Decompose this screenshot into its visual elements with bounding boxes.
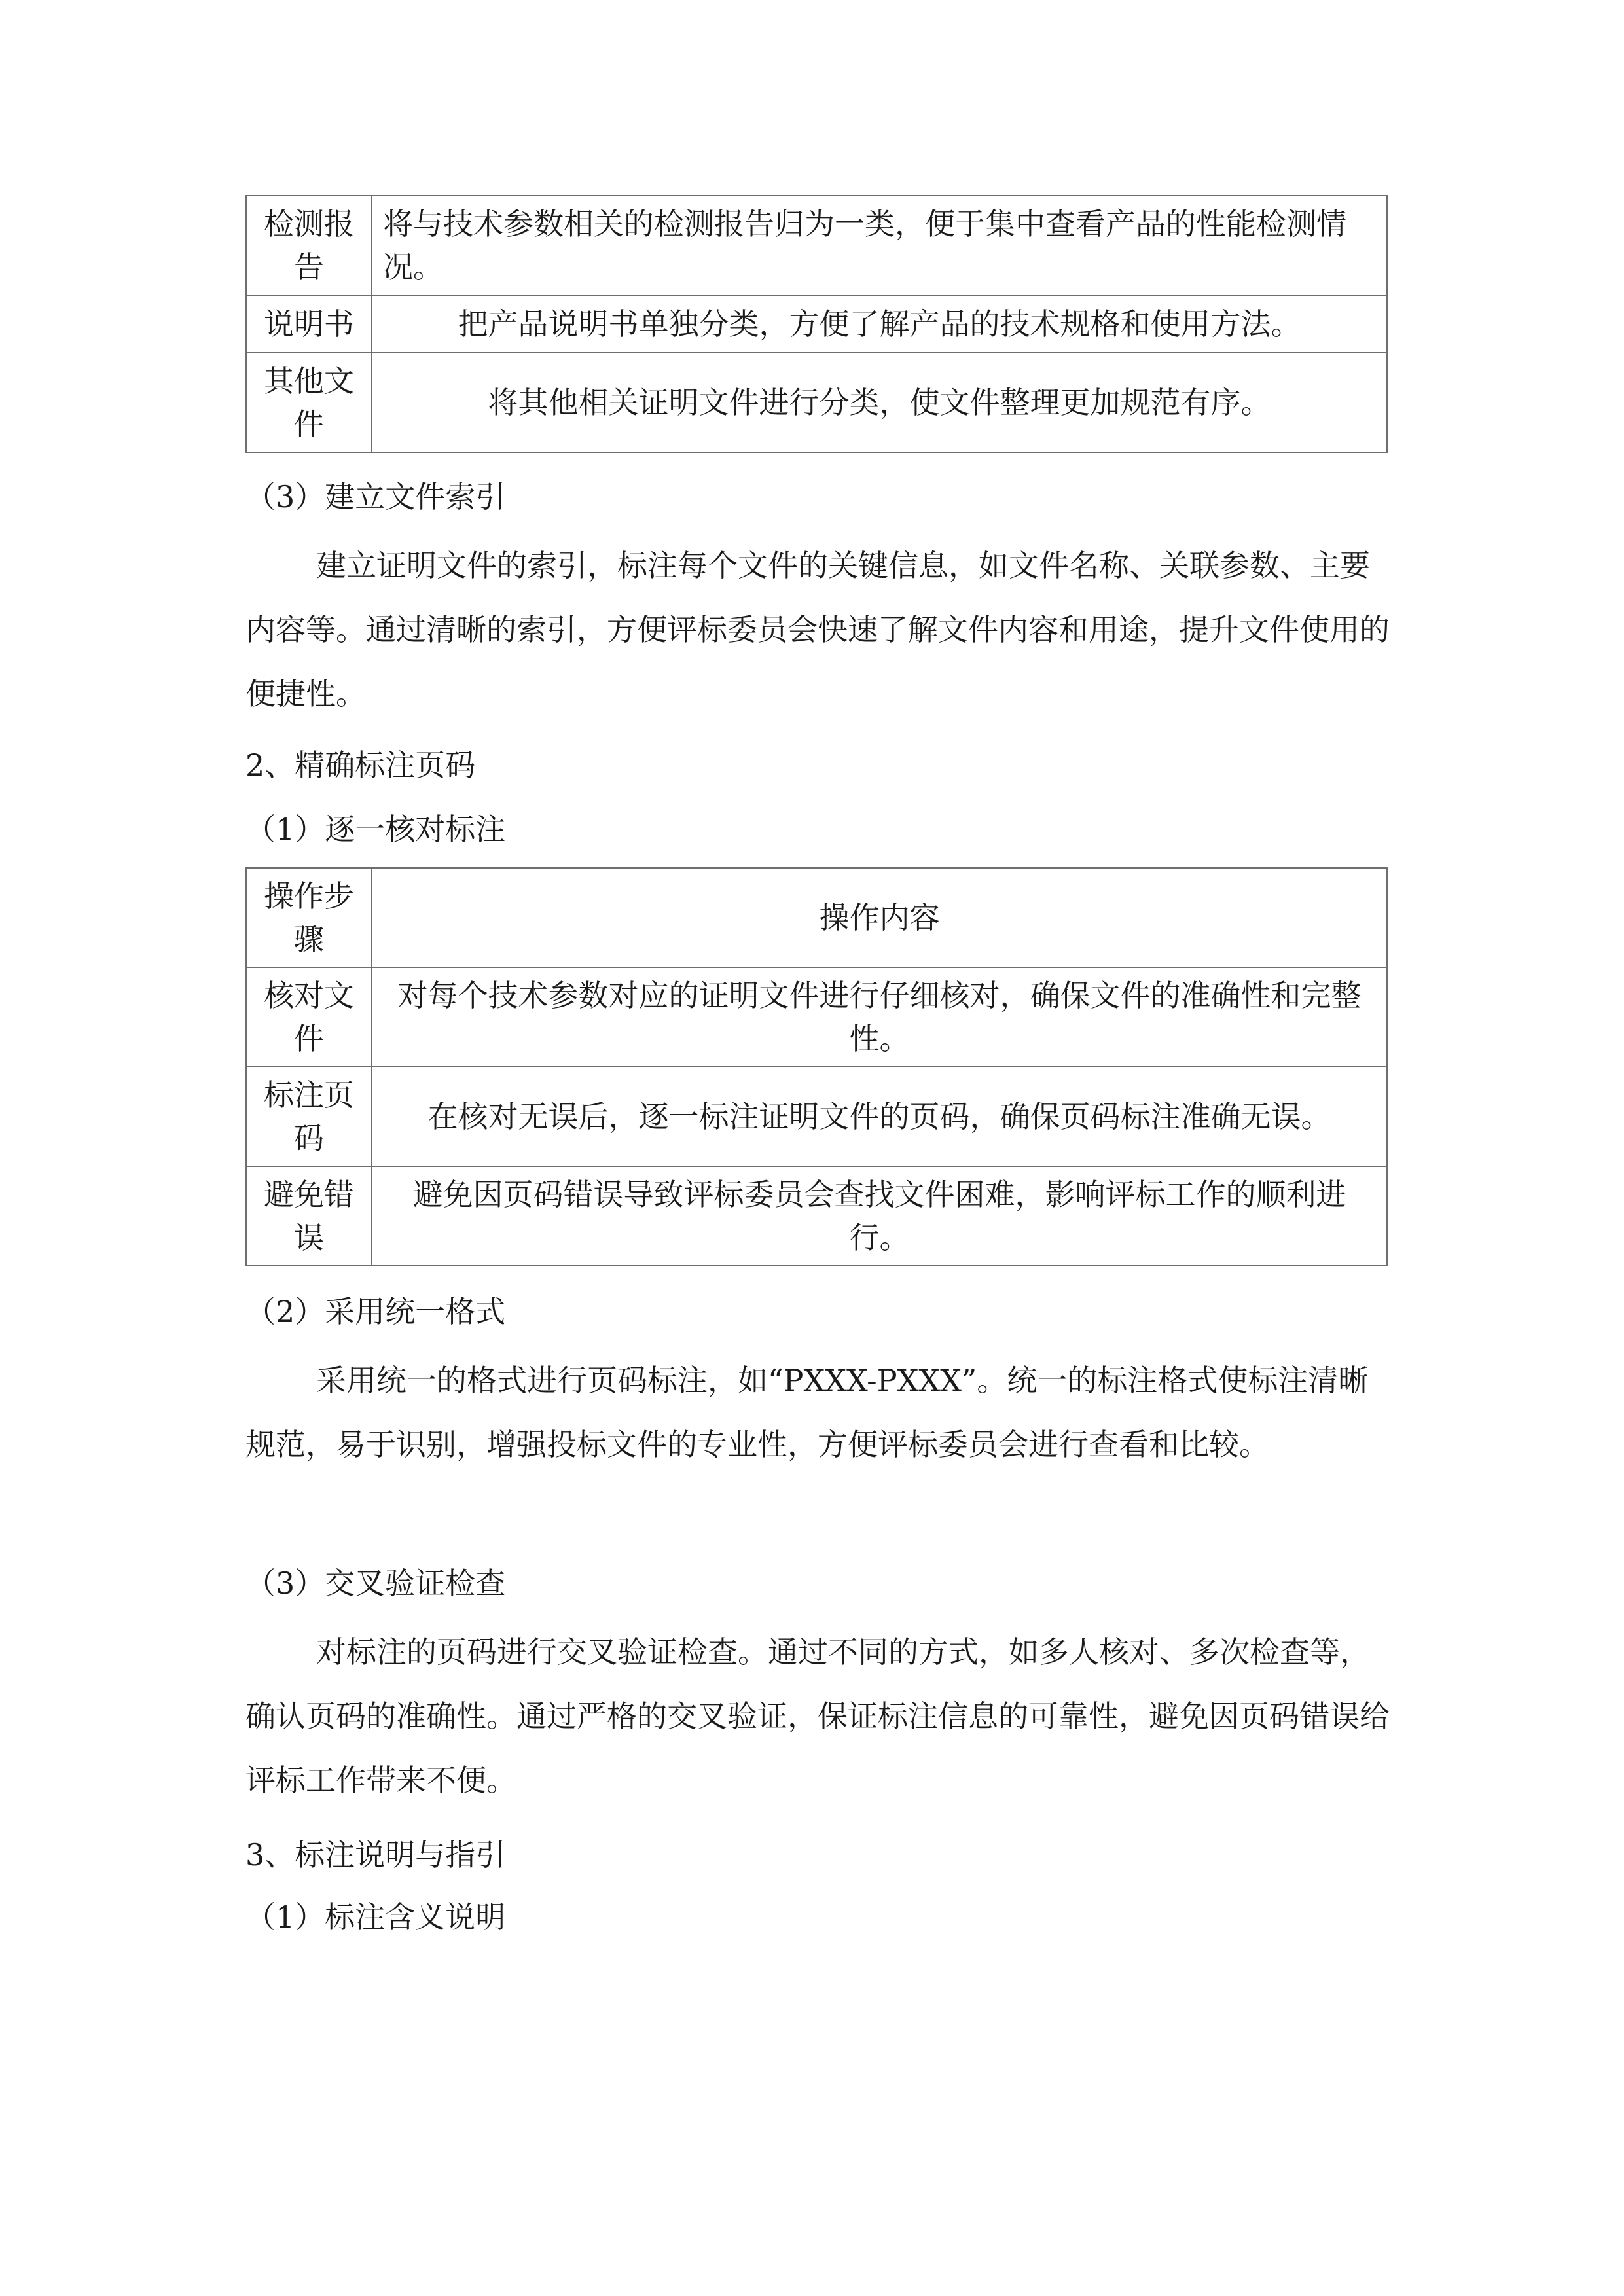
table-cell-key: 其他文件 [246, 353, 372, 452]
section-heading: 3、标注说明与指引 [245, 1837, 506, 1873]
operation-steps-table [245, 867, 1388, 1266]
table-cell-key: 检测报告 [246, 196, 372, 295]
table-row [246, 967, 1387, 1067]
table-header-row [246, 868, 1387, 967]
table-cell-value: 在核对无误后，逐一标注证明文件的页码，确保页码标注准确无误。 [372, 1067, 1387, 1166]
table-cell-value: 将与技术参数相关的检测报告归为一类，便于集中查看产品的性能检测情况。 [372, 196, 1387, 295]
table-cell-key: 核对文件 [246, 967, 372, 1067]
table-row [246, 295, 1387, 353]
table-cell-value: 对每个技术参数对应的证明文件进行仔细核对，确保文件的准确性和完整性。 [372, 967, 1387, 1067]
paragraph: 建立证明文件的索引，标注每个文件的关键信息，如文件名称、关联参数、主要内容等。通过清晰的索引，方便评标委员会快速了解文件内容和用途，提升文件使用的便捷性。 [245, 548, 1390, 711]
table-row [246, 1166, 1387, 1266]
table-row [246, 1067, 1387, 1166]
subheading: （2）采用统一格式 [245, 1294, 506, 1329]
table-cell-value: 避免因页码错误导致评标委员会查找文件困难，影响评标工作的顺利进行。 [372, 1166, 1387, 1266]
subheading: （3）建立文件索引 [245, 479, 506, 514]
table-row [246, 196, 1387, 295]
table-cell-key: 说明书 [246, 295, 372, 353]
table-header-key: 操作步骤 [246, 868, 372, 967]
paragraph: 采用统一的格式进行页码标注，如“PXXX-PXXX”。统一的标注格式使标注清晰规范，易于识别，增强投标文件的专业性，方便评标委员会进行查看和比较。 [245, 1363, 1369, 1462]
table-cell-value: 将其他相关证明文件进行分类，使文件整理更加规范有序。 [372, 353, 1387, 452]
table-cell-key: 标注页码 [246, 1067, 372, 1166]
file-category-table [245, 195, 1388, 453]
paragraph: 对标注的页码进行交叉验证检查。通过不同的方式，如多人核对、多次检查等，确认页码的准确性。通过严格的交叉验证，保证标注信息的可靠性，避免因页码错误给评标工作带来不便。 [245, 1634, 1390, 1798]
subheading: （1）逐一核对标注 [245, 812, 506, 847]
subheading: （3）交叉验证检查 [245, 1566, 506, 1601]
table-cell-value: 把产品说明书单独分类，方便了解产品的技术规格和使用方法。 [372, 295, 1387, 353]
table-header-value: 操作内容 [372, 868, 1387, 967]
subheading: （1）标注含义说明 [245, 1899, 506, 1935]
table-row [246, 353, 1387, 452]
section-heading: 2、精确标注页码 [245, 747, 476, 783]
table-cell-key: 避免错误 [246, 1166, 372, 1266]
